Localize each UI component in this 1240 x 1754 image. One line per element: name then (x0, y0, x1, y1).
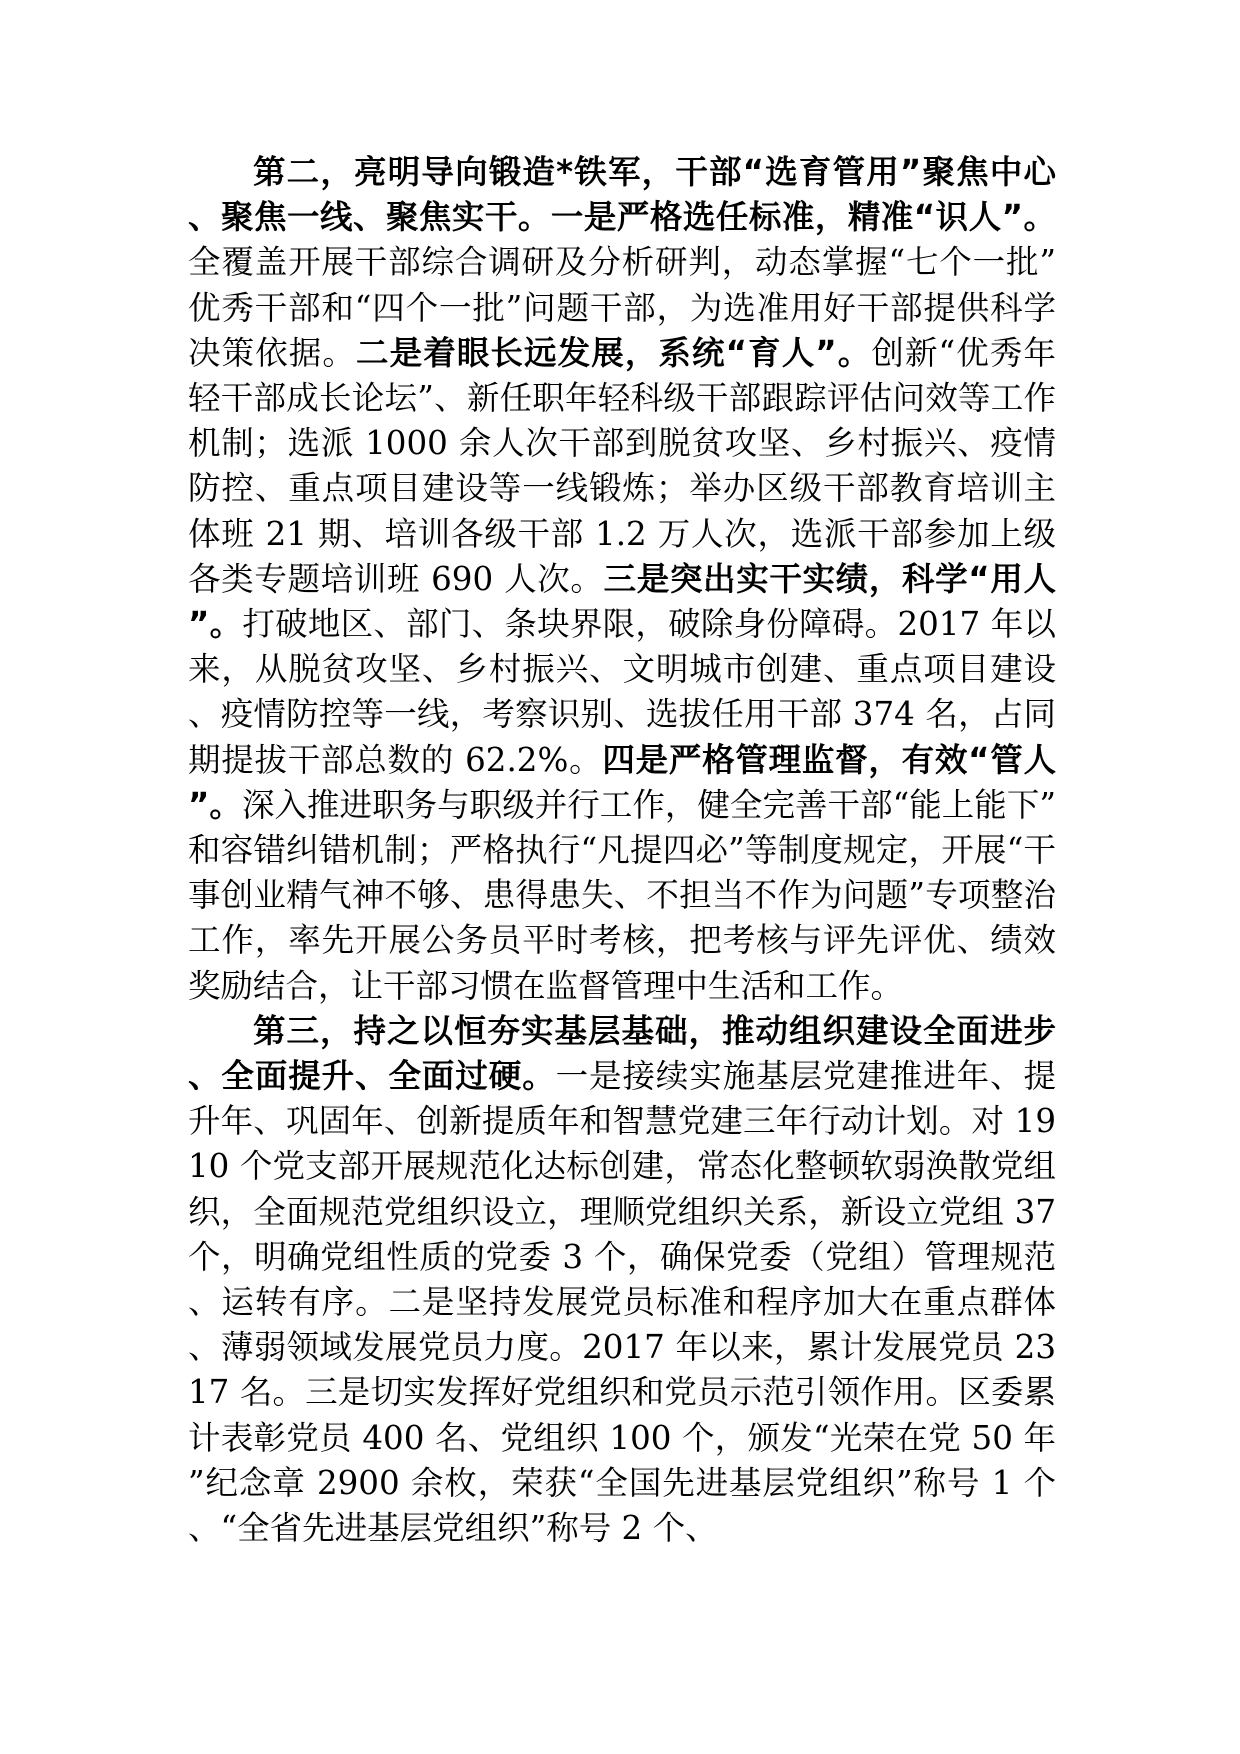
bold-run-supervision-heading: 四是严格管理监督，有效“管人”。 (188, 740, 1056, 824)
text-run-appointment: 打破地区、部门、条块界限，破除身份障碍。2017 年以来，从脱贫攻坚、乡村振兴、文明城市创建、重点项目建设、疫情防控等一线，考察识别、选拔任用干部 374 名，占同期提拔干部总数的 62.2%。 (188, 605, 1056, 779)
document-page (188, 150, 1056, 1551)
bold-run-heading-third: 第三，持之以恒夯实基层基础，推动组织建设全面进步、全面提升、全面过硬。 (188, 1011, 1056, 1096)
text-run-supervision: 深入推进职务与职级并行工作，健全完善干部“能上能下”和容错纠错机制；严格执行“凡提四必”等制度规定，开展“干事创业精气神不够、患得患失、不担当不作为问题”专项整治工作，率先开展公务员平时考核，把考核与评先评优、绩效奖励结合，让干部习惯在监督管理中生活和工作。 (188, 785, 1056, 1005)
paragraph-cadre-management (188, 150, 1056, 1009)
paragraph-grassroots-organization (188, 1009, 1056, 1551)
bold-run-training-heading: 二是着眼长远发展，系统“育人”。 (356, 333, 872, 372)
text-run-grassroots: 一是接续实施基层党建推进年、提升年、巩固年、创新提质年和智慧党建三年行动计划。对 1910 个党支部开展规范化达标创建，常态化整顿软弱涣散党组织，全面规范党组织设立，理顺党组织关系，新设立党组 37 个，明确党组性质的党委 3 个，确保党委（党组）管理规范、运转有序。二是坚持发展党员标准和程序加大在重点群体、薄弱领域发展党员力度。2017 年以来，累计发展党员 2317 名。三是切实发挥好党组织和党员示范引领作用。区委累计表彰党员 400 名、党组织 100 个，颁发“光荣在党 50 年”纪念章 2900 余枚，荣获“全国先进基层党组织”称号 1 个、“全省先进基层党组织”称号 2 个、 (188, 1057, 1056, 1548)
text-run-training: 创新“优秀年轻干部成长论坛”、新任职年轻科级干部跟踪评估问效等工作机制；选派 1000 余人次干部到脱贫攻坚、乡村振兴、疫情防控、重点项目建设等一线锻炼；举办区级干部教育培训主体班 21 期、培训各级干部 1.2 万人次，选派干部参加上级各类专题培训班 690 人次。 (188, 333, 1056, 598)
bold-run-heading-second: 第二，亮明导向锻造*铁军，干部“选育管用”聚焦中心、聚焦一线、聚焦实干。一是严格选任标准，精准“识人”。 (188, 153, 1056, 237)
bold-run-appointment-heading: 三是突出实干实绩，科学“用人”。 (188, 559, 1056, 644)
text-run-selection: 全覆盖开展干部综合调研及分析研判，动态掌握“七个一批”优秀干部和“四个一批”问题干部，为选准用好干部提供科学决策依据。 (188, 243, 1056, 372)
